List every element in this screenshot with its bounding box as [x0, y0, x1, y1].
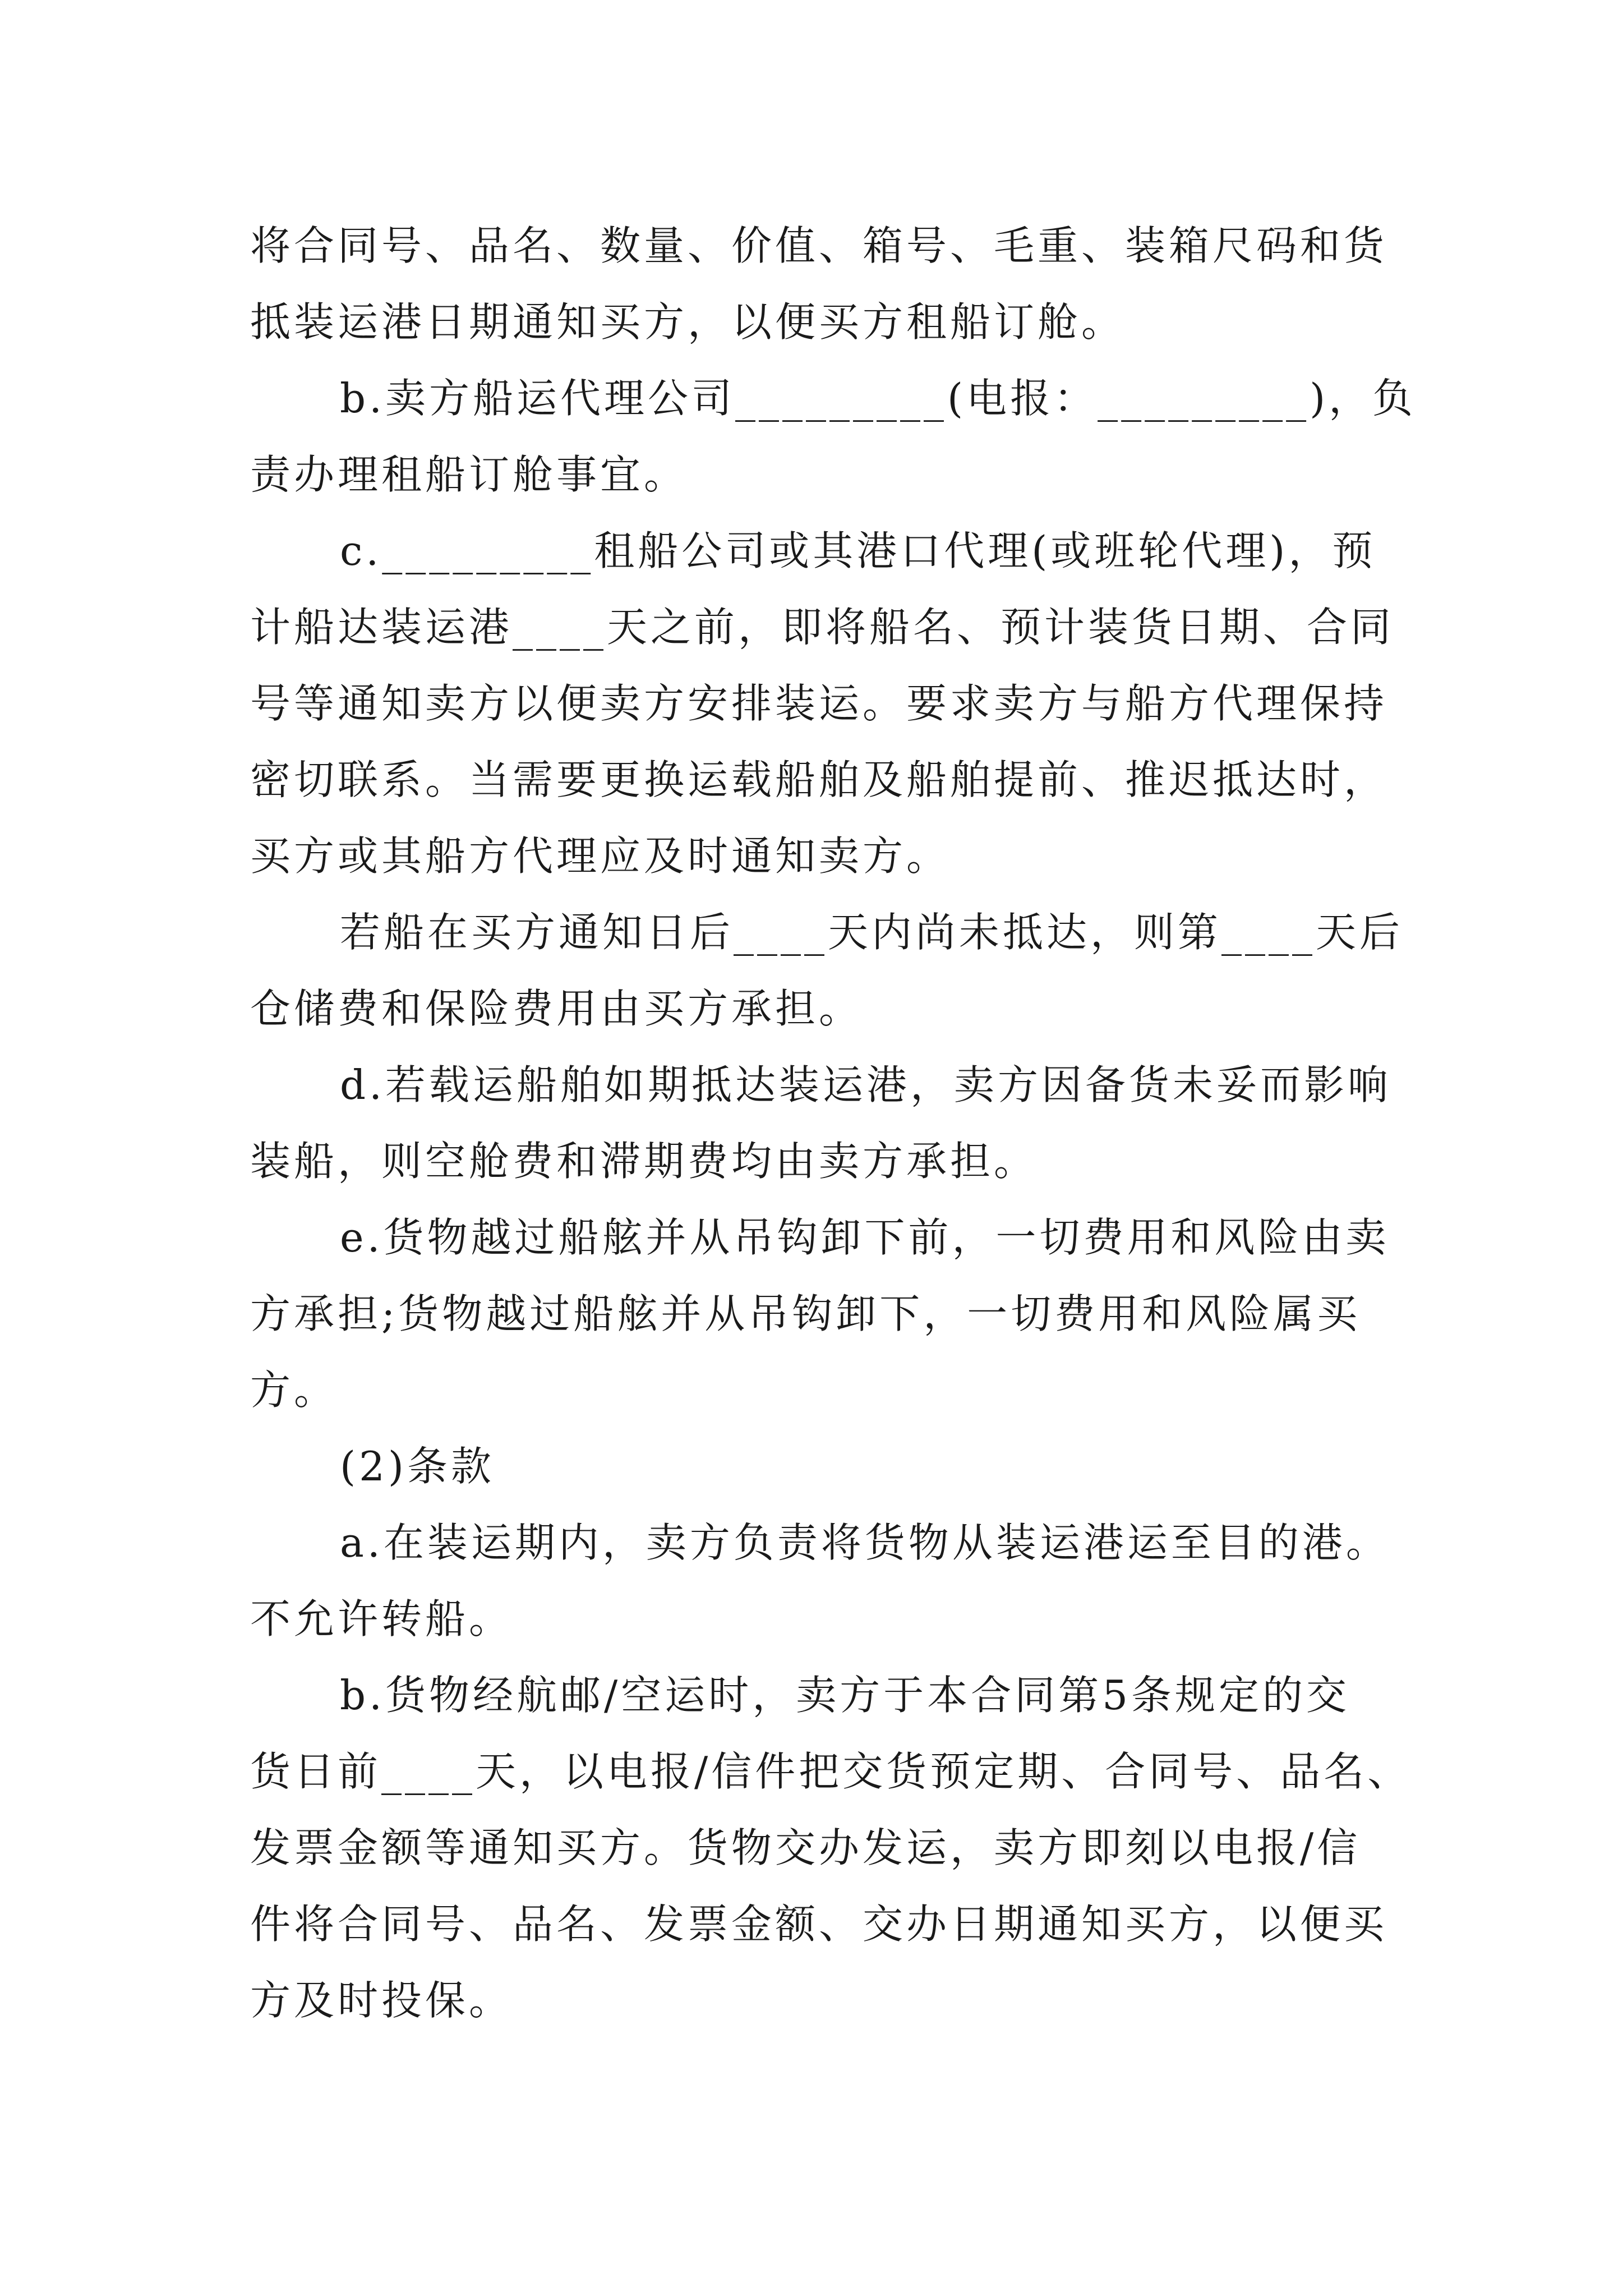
text-line: 方承担;货物越过船舷并从吊钩卸下，一切费用和风险属买 — [250, 1290, 1361, 1337]
document-body — [250, 208, 1417, 2039]
text-line: b.货物经航邮/空运时，卖方于本合同第5条规定的交 — [340, 1672, 1350, 1719]
text-line: 装船，则空舱费和滞期费均由卖方承担。 — [250, 1138, 1038, 1185]
text-line: e.货物越过船舷并从吊钩卸下前，一切费用和风险由卖 — [340, 1214, 1390, 1261]
text-line: a.在装运期内，卖方负责将货物从装运港运至目的港。 — [340, 1519, 1390, 1566]
text-line: 计船达装运港____天之前，即将船名、预计装货日期、合同 — [250, 604, 1395, 651]
text-line: b.卖方船运代理公司_________(电报：_________)，负 — [340, 375, 1417, 422]
text-line: 不允许转船。 — [250, 1595, 513, 1642]
text-line: 仓储费和保险费用由买方承担。 — [250, 985, 863, 1032]
text-line: 方。 — [250, 1366, 338, 1414]
text-line: 抵装运港日期通知买方，以便买方租船订舱。 — [250, 298, 1126, 346]
text-line: 发票金额等通知买方。货物交办发运，卖方即刻以电报/信 — [250, 1824, 1361, 1871]
text-line: 方及时投保。 — [250, 1977, 513, 2024]
text-line: c._________租船公司或其港口代理(或班轮代理)，预 — [340, 527, 1376, 574]
text-line: 密切联系。当需要更换运载船舶及船舶提前、推迟抵达时， — [250, 756, 1388, 803]
text-line: 将合同号、品名、数量、价值、箱号、毛重、装箱尺码和货 — [250, 222, 1388, 269]
text-line: 件将合同号、品名、发票金额、交办日期通知买方，以便买 — [250, 1901, 1388, 1948]
text-line: 责办理租船订舱事宜。 — [250, 451, 688, 498]
text-line: 号等通知卖方以便卖方安排装运。要求卖方与船方代理保持 — [250, 680, 1388, 727]
text-line: d.若载运船舶如期抵达装运港，卖方因备货未妥而影响 — [340, 1061, 1391, 1108]
text-line: 买方或其船方代理应及时通知卖方。 — [250, 832, 951, 880]
text-line: 货日前____天，以电报/信件把交货预定期、合同号、品名、 — [250, 1748, 1412, 1795]
text-line: 若船在买方通知日后____天内尚未抵达，则第____天后 — [340, 909, 1404, 956]
section-heading: (2)条款 — [340, 1443, 495, 1490]
